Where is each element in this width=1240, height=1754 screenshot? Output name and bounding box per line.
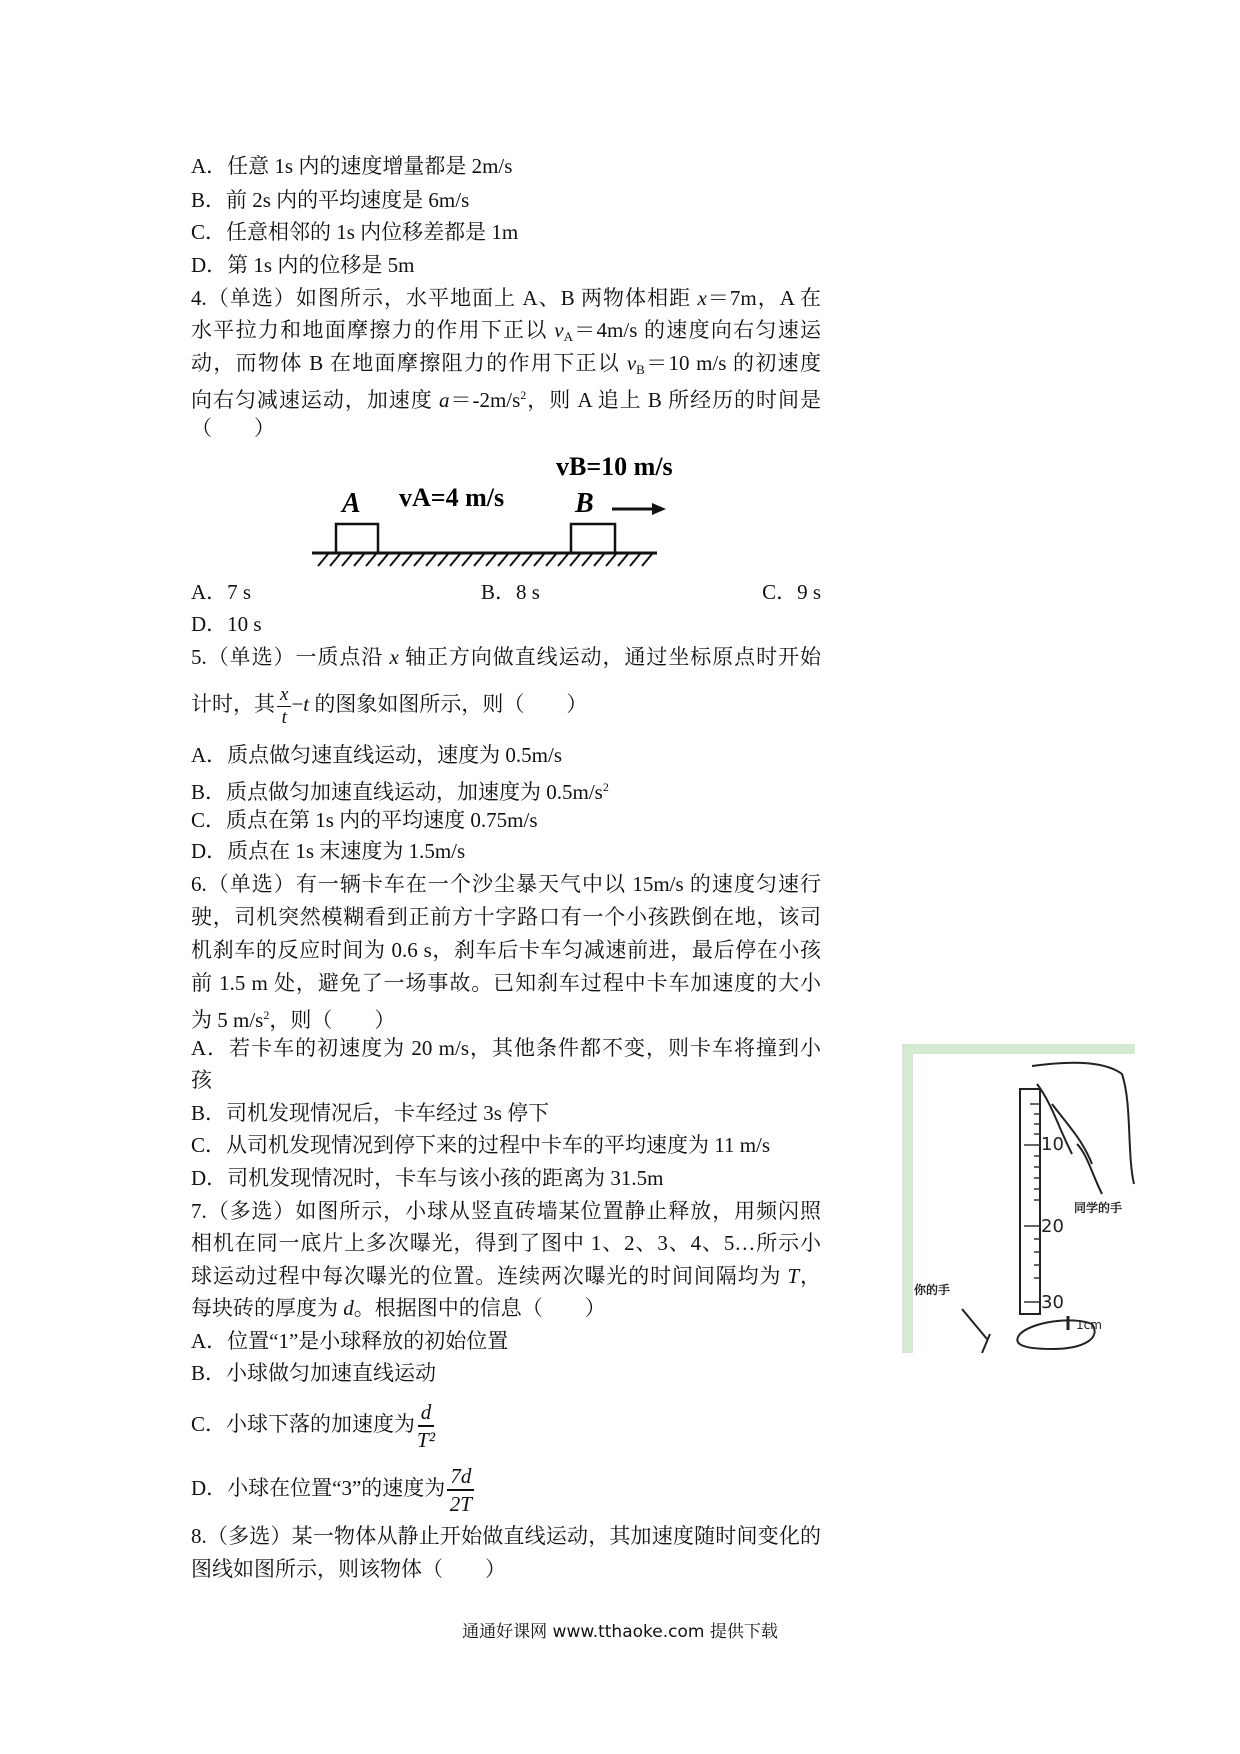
q5-line bbox=[191, 641, 821, 673]
numerator: x bbox=[277, 684, 291, 707]
label-b: B bbox=[575, 488, 594, 519]
q4-option-b: B．8 s bbox=[481, 580, 540, 604]
q7-option-b: B．小球做匀加速直线运动 bbox=[191, 1361, 437, 1385]
label-classmate-hand: 同学的手 bbox=[1074, 1201, 1123, 1215]
ruler-reaction-figure bbox=[902, 1044, 1135, 1353]
q6-line: 机刹车的反应时间为 0.6 s，刹车后卡车匀减速前进，最后停在小孩 bbox=[191, 938, 821, 962]
q4-diagram bbox=[300, 440, 700, 580]
q4-line bbox=[191, 379, 821, 416]
q7-option-d bbox=[191, 1460, 821, 1517]
text: 每块砖的厚度为 bbox=[191, 1296, 344, 1320]
text: 5.（单选）一质点沿 bbox=[191, 645, 390, 669]
q6-line: 前 1.5 m 处，避免了一场事故。已知刹车过程中卡车加速度的大小 bbox=[191, 971, 821, 995]
q7-line bbox=[191, 1260, 821, 1292]
text: 的图象如图所示，则（ ） bbox=[309, 692, 588, 716]
text: 向右匀减速运动，加速度 bbox=[191, 388, 439, 412]
denominator: T² bbox=[417, 1428, 435, 1453]
sup: 2 bbox=[263, 1008, 270, 1022]
var-v: v bbox=[626, 351, 637, 375]
q8-line: 图线如图所示，则该物体（ ） bbox=[191, 1557, 506, 1581]
q5-option-d: D．质点在 1s 末速度为 1.5m/s bbox=[191, 839, 466, 863]
q4-line bbox=[191, 282, 821, 314]
var-x: x bbox=[697, 286, 707, 310]
var-t: t bbox=[303, 692, 310, 716]
q6-option-b: B．司机发现情况后，卡车经过 3s 停下 bbox=[191, 1101, 550, 1125]
text: 球运动过程中每次曝光的位置。连续两次曝光的时间间隔均为 bbox=[191, 1264, 788, 1288]
var-t: T bbox=[787, 1264, 800, 1288]
label-your-hand: 你的手 bbox=[914, 1283, 951, 1297]
text: 。根据图中的信息（ ） bbox=[353, 1296, 606, 1320]
ground-hatch bbox=[318, 554, 652, 566]
q6-line: 驶，司机突然模糊看到正前方十字路口有一个小孩跌倒在地，该司 bbox=[191, 905, 821, 929]
text: ＝7m，A 在 bbox=[706, 286, 822, 310]
numerator: 7d bbox=[447, 1463, 474, 1491]
text: ＝-2m/s bbox=[449, 388, 521, 412]
text: 动，而物体 B 在地面摩擦阻力的作用下正以 bbox=[191, 351, 627, 375]
text: ，则（ ） bbox=[269, 1008, 396, 1032]
fraction-7d-over-2t bbox=[447, 1463, 474, 1517]
q5-line bbox=[191, 677, 821, 731]
denominator: 2T bbox=[449, 1492, 472, 1517]
var-a: a bbox=[439, 388, 450, 412]
text: ＝4m/s 的速度向右匀速运 bbox=[572, 318, 821, 342]
q3-option-a: A．任意 1s 内的速度增量都是 2m/s bbox=[191, 154, 513, 178]
q4-option-a: A．7 s bbox=[191, 580, 252, 604]
denominator: t bbox=[281, 706, 287, 728]
velocity-a: vA=4 m/s bbox=[399, 483, 505, 512]
text: 为 5 m/s bbox=[191, 1008, 264, 1032]
ruler-icon bbox=[1020, 1089, 1040, 1314]
q8-line: 8.（多选）某一物体从静止开始做直线运动，其加速度随时间变化的 bbox=[191, 1524, 821, 1548]
sub-a: A bbox=[563, 329, 573, 344]
page-footer: 通通好课网 www.tthaoke.com 提供下载 bbox=[462, 1622, 778, 1642]
block-a bbox=[336, 524, 378, 553]
q4-option-c: C．9 s bbox=[762, 580, 821, 604]
q5-option-b bbox=[191, 771, 821, 808]
fraction-d-over-t2 bbox=[417, 1399, 435, 1453]
text: D．小球在位置“3”的速度为 bbox=[191, 1476, 446, 1500]
sup: 2 bbox=[602, 780, 609, 794]
q3-option-d: D．第 1s 内的位移是 5m bbox=[191, 253, 415, 277]
q6-option-d: D．司机发现情况时，卡车与该小孩的距离为 31.5m bbox=[191, 1166, 664, 1190]
arrow-right-icon bbox=[612, 503, 666, 515]
block-b bbox=[571, 524, 615, 553]
label-a: A bbox=[342, 488, 361, 519]
text: C．小球下落的加速度为 bbox=[191, 1412, 416, 1436]
q3-option-c: C．任意相邻的 1s 内位移差都是 1m bbox=[191, 220, 519, 244]
text: ＝10 m/s 的初速度 bbox=[644, 351, 822, 375]
var-d: d bbox=[343, 1296, 354, 1320]
fraction-x-over-t bbox=[277, 684, 291, 729]
q3-option-b: B．前 2s 内的平均速度是 6m/s bbox=[191, 188, 470, 212]
q7-line: 7.（多选）如图所示，小球从竖直砖墙某位置静止释放，用频闪照 bbox=[191, 1199, 821, 1223]
q6-option-c: C．从司机发现情况到停下来的过程中卡车的平均速度为 11 m/s bbox=[191, 1133, 771, 1157]
velocity-b: vB=10 m/s bbox=[556, 452, 673, 481]
q7-option-c bbox=[191, 1396, 821, 1453]
q5-option-a: A．质点做匀速直线运动，速度为 0.5m/s bbox=[191, 743, 563, 767]
q6-option-a-cont: 孩 bbox=[191, 1068, 212, 1092]
q7-line bbox=[191, 1292, 821, 1324]
text: 计时，其 bbox=[191, 692, 275, 716]
q6-line bbox=[191, 999, 821, 1036]
numerator: d bbox=[418, 1399, 435, 1427]
mark-10: 10 bbox=[1041, 1134, 1064, 1155]
var-x: x bbox=[389, 645, 399, 669]
sup: 2 bbox=[520, 388, 527, 402]
var-v: v bbox=[554, 318, 564, 342]
sub-b: B bbox=[636, 362, 645, 377]
q7-option-a: A．位置“1”是小球释放的初始位置 bbox=[191, 1329, 509, 1353]
text: B．质点做匀加速直线运动，加速度为 0.5m/s bbox=[191, 780, 603, 804]
text: 水平拉力和地面摩擦力的作用下正以 bbox=[191, 318, 555, 342]
q7-line: 相机在同一底片上多次曝光，得到了图中 1、2、3、4、5…所示小 bbox=[191, 1231, 821, 1255]
text: 4.（单选）如图所示，水平地面上 A、B 两物体相距 bbox=[191, 286, 698, 310]
text: 轴正方向做直线运动，通过坐标原点时开始 bbox=[398, 645, 822, 669]
label-1cm: 1cm bbox=[1076, 1318, 1102, 1332]
mark-20: 20 bbox=[1041, 1216, 1064, 1237]
q4-option-d: D．10 s bbox=[191, 612, 262, 636]
text: ， bbox=[799, 1264, 822, 1288]
q6-option-a: A．若卡车的初速度为 20 m/s，其他条件都不变，则卡车将撞到小 bbox=[191, 1036, 821, 1060]
q5-option-c: C．质点在第 1s 内的平均速度 0.75m/s bbox=[191, 808, 538, 832]
q4-blank: （ ） bbox=[191, 416, 275, 440]
q6-line: 6.（单选）有一辆卡车在一个沙尘暴天气中以 15m/s 的速度匀速行 bbox=[191, 872, 821, 896]
mark-30: 30 bbox=[1041, 1292, 1064, 1313]
text: ，则 A 追上 B 所经历的时间是 bbox=[526, 388, 821, 412]
text: − bbox=[291, 692, 304, 716]
